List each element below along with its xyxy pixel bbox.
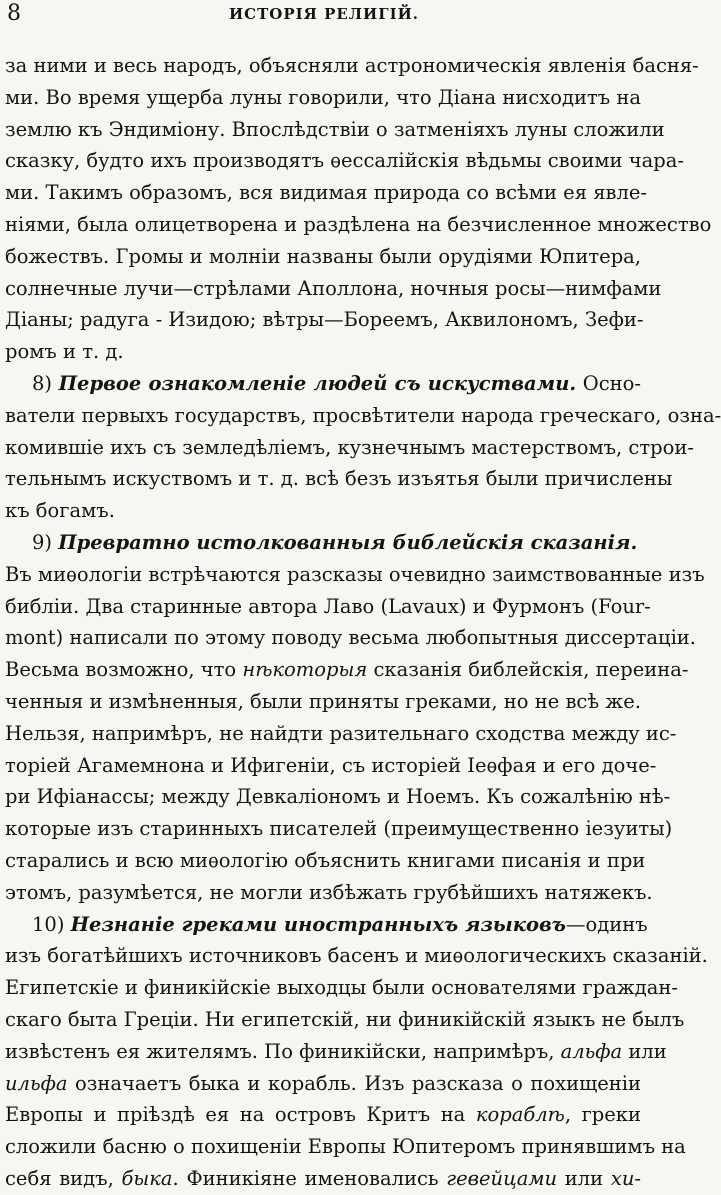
- text-segment: 10): [32, 912, 71, 936]
- emphasized-text: нѣкоторыя: [242, 658, 368, 682]
- emphasized-text: Незнаніе греками иностранныхъ языковъ: [70, 912, 566, 936]
- text-line: [5, 463, 673, 495]
- text-line: [5, 400, 721, 432]
- text-segment: mont) написали по этому поводу весьма любопытныя диссертаціи.: [5, 626, 697, 650]
- text-segment: Европы и пріѣздѣ ея на островъ Критъ на: [5, 1103, 476, 1127]
- text-line: [5, 50, 699, 82]
- text-segment: которые изъ старинныхъ писателей (преимущественно іезуиты): [5, 817, 673, 841]
- text-segment: землю къ Эндиміону. Впослѣдствіи о затменіяхъ луны сложили: [5, 117, 665, 141]
- text-segment: Египетскіе и финикійскіе выходцы были основателями граждан-: [5, 976, 679, 1000]
- text-line: [5, 845, 646, 877]
- text-segment: Осно-: [576, 371, 642, 395]
- text-line: [5, 241, 641, 273]
- text-segment: за ними и весь народъ, объясняли астрономическія явленія басня-: [5, 54, 699, 77]
- text-line: [5, 877, 653, 909]
- text-segment: комившіе ихъ съ земледѣліемъ, кузнечнымъ мастерствомъ, строи-: [5, 435, 694, 459]
- text-line: [5, 622, 697, 654]
- text-line: [5, 1036, 667, 1068]
- text-line: [5, 432, 694, 464]
- text-line: [5, 177, 648, 209]
- text-line: [5, 654, 689, 686]
- emphasized-text: гевейцами: [446, 1166, 558, 1190]
- text-segment: сказку, будто ихъ производятъ ѳессалійскія вѣдьмы своими чара-: [5, 149, 684, 173]
- emphasized-text: ильфа: [5, 1071, 68, 1095]
- text-segment: сказанія библейскія, переина-: [367, 658, 689, 682]
- text-segment: означаетъ быка и корабль. Изъ разсказа о похищеніи: [67, 1071, 641, 1095]
- text-segment: старались и всю миѳологію объяснить книгами писанія и при: [5, 848, 646, 872]
- text-segment: торіей Агамемнона и Ифигеніи, съ исторіей Іеѳфая и его доче-: [5, 753, 657, 777]
- text-segment: ми. Во время ущерба луны говорили, что Діана нисходитъ на: [5, 85, 642, 109]
- text-segment: или: [557, 1166, 611, 1190]
- text-segment: Весьма возможно, что: [5, 658, 243, 682]
- text-line: [5, 781, 671, 813]
- text-line: [5, 304, 644, 336]
- text-line: [5, 495, 641, 527]
- text-segment: библіи. Два старинные автора Лаво (Lavaux) и Фурмонъ (Four-: [5, 594, 651, 618]
- page-number: 8: [7, 1, 21, 26]
- text-line: [5, 940, 708, 972]
- emphasized-text: хи-: [610, 1166, 641, 1190]
- text-segment: сложили басню о похищеніи Европы Юпитеромъ принявшимъ на: [5, 1135, 686, 1159]
- text-line: [5, 82, 641, 114]
- emphasized-text: Превратно истолкованныя библейскія сказанія.: [58, 530, 638, 554]
- text-segment: Въ миѳологіи встрѣчаются разсказы очевидно заимствованные изъ: [5, 562, 705, 586]
- text-line: [5, 368, 641, 400]
- text-line: [5, 145, 684, 177]
- text-segment: скаго быта Греціи. Ни египетскій, ни финикійскій языкъ не былъ: [5, 1007, 685, 1031]
- page-header: [0, 0, 648, 30]
- text-line: [5, 527, 641, 559]
- text-segment: ватели первыхъ государствъ, просвѣтители народа греческаго, озна-: [5, 403, 721, 427]
- text-segment: ромъ и т. д.: [5, 340, 124, 364]
- text-segment: божествъ. Громы и молніи названы были орудіями Юпитера,: [5, 244, 641, 268]
- text-line: [5, 1131, 686, 1163]
- text-line: [5, 972, 679, 1004]
- text-segment: себя видъ,: [5, 1166, 122, 1190]
- text-segment: тельнымъ искуствомъ и т. д. всѣ безъ изъятья были причислены: [5, 467, 673, 491]
- text-segment: изъ богатѣйшихъ источниковъ басенъ и миѳологическихъ сказаній.: [5, 944, 708, 968]
- text-segment: солнечные лучи—стрѣлами Аполлона, ночныя росы—нимфами: [5, 276, 662, 300]
- text-segment: Діаны; радуга - Изидою; вѣтры—Бореемъ, Аквилономъ, Зефи-: [5, 308, 644, 332]
- text-line: [5, 114, 665, 146]
- text-segment: этомъ, разумѣется, не могли избѣжать грубѣйшихъ натяжекъ.: [5, 880, 653, 904]
- text-line: [5, 336, 641, 368]
- text-line: [5, 686, 641, 718]
- text-line: [5, 559, 705, 591]
- emphasized-text: Первое ознакомленіе людей съ искуствами.: [58, 371, 577, 395]
- text-segment: извѣстенъ ея жителямъ. По финикійски, напримѣръ,: [5, 1039, 561, 1063]
- text-line: [5, 1004, 685, 1036]
- text-segment: ми. Такимъ образомъ, вся видимая природа со всѣми ея явле-: [5, 181, 648, 205]
- text-line: [5, 718, 677, 750]
- text-line: [5, 1099, 641, 1131]
- text-segment: Нельзя, напримѣръ, не найдти разительнаго сходства между ис-: [5, 721, 677, 745]
- text-line: [5, 813, 673, 845]
- text-segment: . Финикіяне именовались: [172, 1166, 447, 1190]
- text-segment: —одинъ: [565, 912, 648, 936]
- text-segment: ніями, была олицетворена и раздѣлена на безчисленное множество: [5, 212, 712, 236]
- emphasized-text: альфа: [560, 1039, 623, 1063]
- text-segment: , греки: [564, 1103, 641, 1127]
- text-segment: къ богамъ.: [5, 499, 115, 523]
- text-line: [5, 273, 662, 305]
- emphasized-text: быка: [121, 1166, 173, 1190]
- text-segment: 9): [32, 530, 59, 554]
- text-line: [5, 750, 657, 782]
- running-title: ИСТОРІЯ РЕЛИГІЙ.: [228, 5, 419, 23]
- text-line: [5, 591, 651, 623]
- text-segment: ченныя и измѣненныя, были приняты греками, но не всѣ же.: [5, 689, 641, 713]
- body-text: [5, 50, 721, 1195]
- text-segment: 8): [32, 371, 59, 395]
- emphasized-text: кораблѣ: [475, 1103, 565, 1127]
- text-segment: или: [622, 1039, 667, 1063]
- text-segment: ри Ифіанассы; между Девкаліономъ и Ноемъ. Къ сожалѣнію нѣ-: [5, 785, 671, 809]
- text-line: [5, 1163, 641, 1195]
- text-line: [5, 209, 712, 241]
- text-line: [5, 909, 648, 941]
- text-line: [5, 1068, 641, 1100]
